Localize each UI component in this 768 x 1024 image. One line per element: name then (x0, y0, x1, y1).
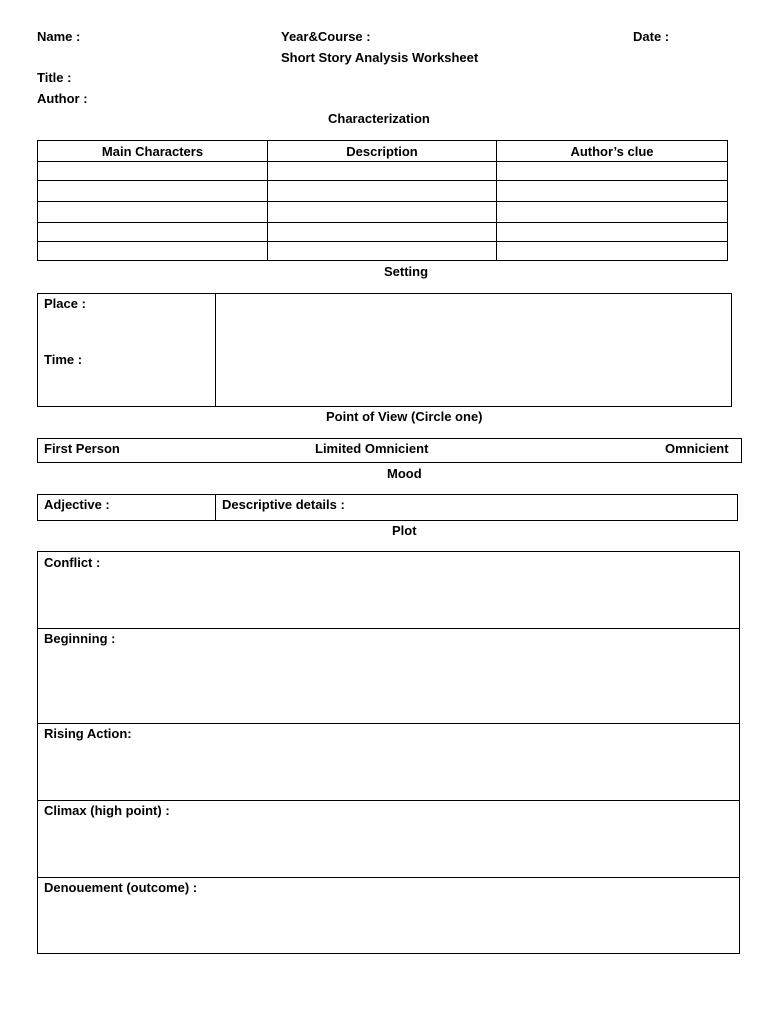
worksheet-title: Short Story Analysis Worksheet (281, 50, 479, 65)
setting-heading: Setting (384, 264, 429, 279)
table-cell[interactable] (497, 242, 728, 261)
table-cell[interactable] (497, 202, 728, 223)
place-label: Place : (44, 296, 86, 311)
conflict-label: Conflict : (44, 555, 101, 570)
table-cell[interactable] (38, 162, 268, 181)
table-cell[interactable] (497, 162, 728, 181)
plot-heading: Plot (392, 523, 417, 538)
table-cell[interactable] (38, 202, 268, 223)
column-header: Main Characters (38, 141, 268, 162)
mood-heading: Mood (387, 466, 422, 481)
setting-box (37, 293, 732, 407)
column-header: Author’s clue (497, 141, 728, 162)
setting-answer-area[interactable] (216, 294, 731, 406)
plot-section-climax[interactable] (38, 801, 739, 878)
plot-section-conflict[interactable] (38, 552, 739, 629)
rising-action-label: Rising Action: (44, 726, 132, 741)
table-cell[interactable] (38, 242, 268, 261)
name-label: Name : (37, 29, 81, 44)
point-of-view-heading: Point of View (Circle one) (326, 409, 483, 424)
table-cell[interactable] (38, 223, 268, 242)
date-label: Date : (633, 29, 670, 44)
year-course-label: Year&Course : (281, 29, 371, 44)
characterization-heading: Characterization (328, 111, 430, 126)
title-label: Title : (37, 70, 72, 85)
column-header: Description (268, 141, 497, 162)
table-cell[interactable] (268, 202, 497, 223)
point-of-view-box (37, 438, 742, 463)
climax-label: Climax (high point) : (44, 803, 170, 818)
plot-section-beginning[interactable] (38, 629, 739, 724)
time-label: Time : (44, 352, 83, 367)
mood-box (37, 494, 738, 521)
adjective-label: Adjective : (44, 497, 110, 512)
denouement-label: Denouement (outcome) : (44, 880, 198, 895)
option-first-person[interactable]: First Person (44, 441, 120, 456)
author-label: Author : (37, 91, 88, 106)
table-cell[interactable] (268, 181, 497, 202)
plot-section-rising-action[interactable] (38, 724, 739, 801)
mood-divider (215, 495, 216, 520)
plot-box (37, 551, 740, 954)
option-limited-omniscient[interactable]: Limited Omnicient (315, 441, 429, 456)
table-cell[interactable] (268, 242, 497, 261)
table-cell[interactable] (38, 181, 268, 202)
option-omniscient[interactable]: Omnicient (665, 441, 729, 456)
table-cell[interactable] (497, 181, 728, 202)
table-cell[interactable] (497, 223, 728, 242)
descriptive-details-label: Descriptive details : (222, 497, 345, 512)
table-cell[interactable] (268, 223, 497, 242)
beginning-label: Beginning : (44, 631, 116, 646)
characterization-table (37, 140, 728, 261)
plot-section-denouement[interactable] (38, 878, 739, 953)
table-cell[interactable] (268, 162, 497, 181)
